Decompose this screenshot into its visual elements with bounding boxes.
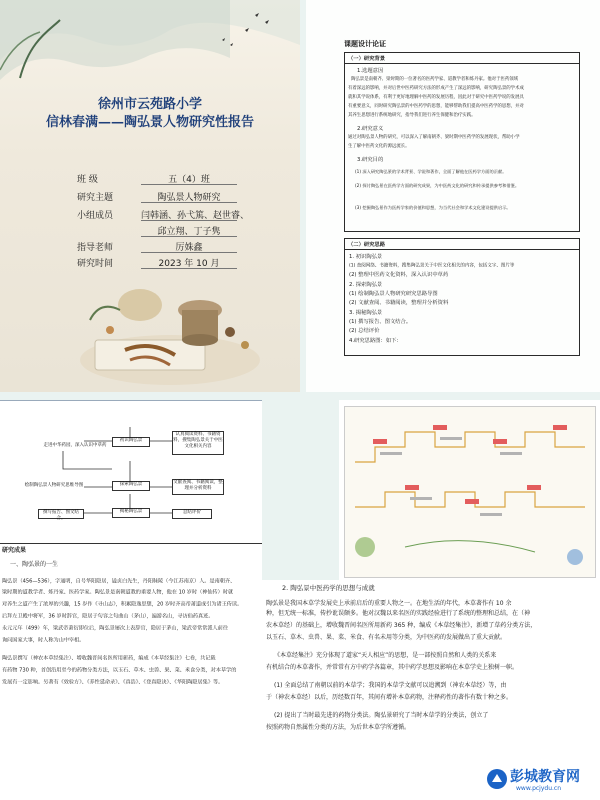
flow-box-review-literature: 文献查阅、书籍阅读，整理并分析资料 [172,479,224,495]
field-label: 指导老师 [77,243,114,253]
article-heading: 2. 陶弘景中医药学的思想与成就 [282,584,375,592]
herbal-medicine-illustration [0,270,300,392]
text-line: 对养生之道产生了浓厚的兴趣，15 岁作《寻山志》，积累隐逸思想，20 岁时齐高帝萧道成引为诸王侍读。 [2,601,243,608]
flow-box-reveal: 揭秘陶弘景 [112,508,150,518]
mountain-ink-decoration [0,0,300,90]
flow-text-draw-map: 绘制陶弘景人物研究思维导图 [24,483,84,493]
hand-drawn-mindmap [344,406,596,578]
text-line: 2.研究意义 [357,126,384,132]
watermark-brand: 彭城教育网 [510,769,580,785]
results-subtitle: 一、陶弘景的一生 [10,561,59,568]
text-line: 就和其学说体系，有利于更好地理解中医药的发展历程，因此对于研究中医药学说的发展具 [348,94,524,100]
text-line: 陶弘景是我国本草学发展史上承前启后的重要人物之一。在地生活的年代，本草著作有 10 余 [266,600,512,607]
field-label: 班 级 [77,175,98,185]
section-title: （一）研究背景 [348,56,386,62]
text-line: 通过对陶弘景人物的研究，可以深入了解南朝齐、梁时期中医药学的发展现状，帮助小学 [348,134,520,140]
text-line: 梁时期的道教学者、炼丹家、医药学家。陶弘景是南朝道教的重要人物，他在 10 岁时（神仙传）时就 [2,589,234,596]
flow-text-herb-garden: 走进中华药园，深入认识中草药 [38,443,112,451]
field-value: 2023 年 10 月 [141,256,237,269]
text-line: (1) 撰写报告、图文结合。 [349,319,412,325]
text-line: 发展有一定影响。另著有《效验方》、《养性延命录》、《真诰》、《登真隐诀》、《华阳陶隐居集》等。 [2,679,224,686]
field-value: 陶弘景人物研究 [141,190,237,203]
results-title: 研究成果 [2,547,27,554]
text-line: 按照药物自然属性分类的方法，为后世本草学所遵循。 [266,724,411,731]
design-argument-page [306,0,600,392]
text-line: 以玉石、草木、虫兽、果、菜、米食、有名未用等分类，为中医药的发展做出了重大贡献。 [266,634,507,641]
text-line: 有重要意义，同时研究陶弘景的中医药学的思想，能够帮助我们提高中医药学的思想，并对 [348,103,524,109]
text-line: 3. 揭秘陶弘景 [349,310,383,316]
text-line: 询问国家大事，时人称为山中宰相。 [2,637,85,644]
text-line: 其养生思想进行系统地研究，指导我们进行养生保健和治疗实践。 [348,112,476,118]
text-line: 陶弘景（456—536），字通明，自号华阳隐居，谥贞白先生，丹阳秣陵（今江苏南京）人。是南朝齐、 [2,578,236,585]
text-line: (1) 绘制陶弘景人物研究研究思路导图 [349,291,438,297]
flow-box-explore: 探索陶弘景 [112,481,150,491]
text-line: (2) 整理中医药文化资料，深入认识中草药 [349,272,449,278]
text-line: 永元元年（499）年，梁武帝萧衍即位后，陶弘景屡次上表辞官，隐居于茅山，梁武帝常常派人前往 [2,625,228,632]
flow-box-meet: 初识陶弘景 [112,437,150,447]
section-title: （二）研究思路 [348,242,386,248]
text-line: (3) 挖掘陶弘景作为医药学家的价值和思想，为当代社会和学术文化建设提供启示。 [355,205,511,211]
article-page [262,580,600,800]
text-line: (2) 总结评价 [349,328,380,334]
text-line: 农本草经）的基础上，增收魏晋间名医所用新药 365 种，编成《本草经集注》，新增了草药分类方法， [266,622,537,629]
text-line: 种，但无统一标准，传抄讹误颇多。他对汉魏以来名医的实践经验进行了系统的整理和总结，在（神 [266,610,531,617]
text-line: 有机结合的本草著作，并常常有方中药学各篇章，其中药学思想及影响在本草学史上独树一帜。 [266,664,519,671]
school-name: 徐州市云苑路小学 [97,97,202,112]
watermark-logo-icon [486,768,508,790]
research-approach-box [344,238,580,356]
flow-box-collect-data: 认真阅读资料、书籍资料，搜集陶弘景关于中医文化相关内容 [172,431,224,455]
text-line: 后拜左卫殿中将军，36 岁时辞官，隐居于句容之句曲山（茅山），遍游名山，寻访仙药真迹。 [2,613,214,620]
text-line: 2. 探索陶弘景 [349,282,383,288]
field-label: 研究主题 [77,193,114,203]
field-label: 小组成员 [77,211,114,221]
text-line: (2) 探讨陶弘景在医药学方面的研究成果，为中医药文化的研究和传承提供参考和借鉴。 [355,183,520,189]
flow-box-evaluate: 总结评价 [172,509,212,519]
field-value: 五（4）班 [141,172,237,185]
text-line: 1. 初识陶弘景 [349,254,383,260]
text-line: 4.研究思路图：如下： [349,338,402,344]
text-line: 陶弘景是南朝齐、梁时期的一位著名的医药学家、道教学者和炼丹家。他对于医药领域 [351,76,519,82]
watermark-url: www.pcjydu.cn [516,785,562,792]
text-line: 有着深远的影响，并对后世中医药研究方法的形成产生了深远的影响，研究陶弘景的学术成 [348,85,524,91]
text-line: (2) 文献查阅、书籍阅读，整理并分析资料 [349,300,449,306]
text-line: (1) 深入研究陶弘景的学术背景、学说和著作，全面了解他在医药学方面的贡献。 [355,169,507,175]
field-value: 闫韩涵、孙弋篤、赵世睿、 [141,208,237,221]
field-value: 邱立翔、丁子隽 [141,224,237,237]
field-label: 研究时间 [77,259,114,269]
text-line: 有药物 730 种，首创沿用至今的药物分类方法，以玉石、草木、虫兽、果、菜、米食分类，对本草学的 [2,667,237,674]
text-line: 陶弘景撰写（神农本草经集注）、增收魏晋间名医所用新药，编成《本草经集注》七卷，共记载 [2,655,216,662]
text-line: (1) 全面总结了南朝以前的本草学；我国的本草学文献可以追溯到（神农本草经）等，由 [274,682,507,689]
background-box [344,52,580,232]
report-title: 信林春满——陶弘景人物研究性报告 [45,115,254,130]
flowchart-and-results-page [0,400,262,800]
field-value: 厉姝鑫 [141,240,237,253]
site-watermark [486,766,596,796]
page-heading: 课题设计论证 [344,40,386,48]
text-line: 于（神农本草经）以后，历经数百年，其间有增补本草药物，注释药性的著作有数十种之多。 [266,694,513,701]
text-line: (2) 提出了当时最先进的药物分类法。陶弘景研究了当时本草学的分类法，创立了 [274,712,489,719]
cover-page [0,0,300,392]
flow-box-write-report: 撰写报告、图文结合。 [38,509,84,519]
flow-connectors [0,401,262,546]
text-line: 《本草经集注》充分体现了道家“天人相应”的思想，是一部按照自然和人类的关系来 [274,652,497,659]
text-line: 3.研究目的 [357,157,384,163]
text-line: 1.选题意因 [357,68,384,74]
text-line: 生了解中医药文化的源远流长。 [348,143,410,149]
text-line: (1) 查阅网络、书籍资料，搜集陶弘景关于中医文化相关的内容，包括文字、图片等 [349,262,515,268]
